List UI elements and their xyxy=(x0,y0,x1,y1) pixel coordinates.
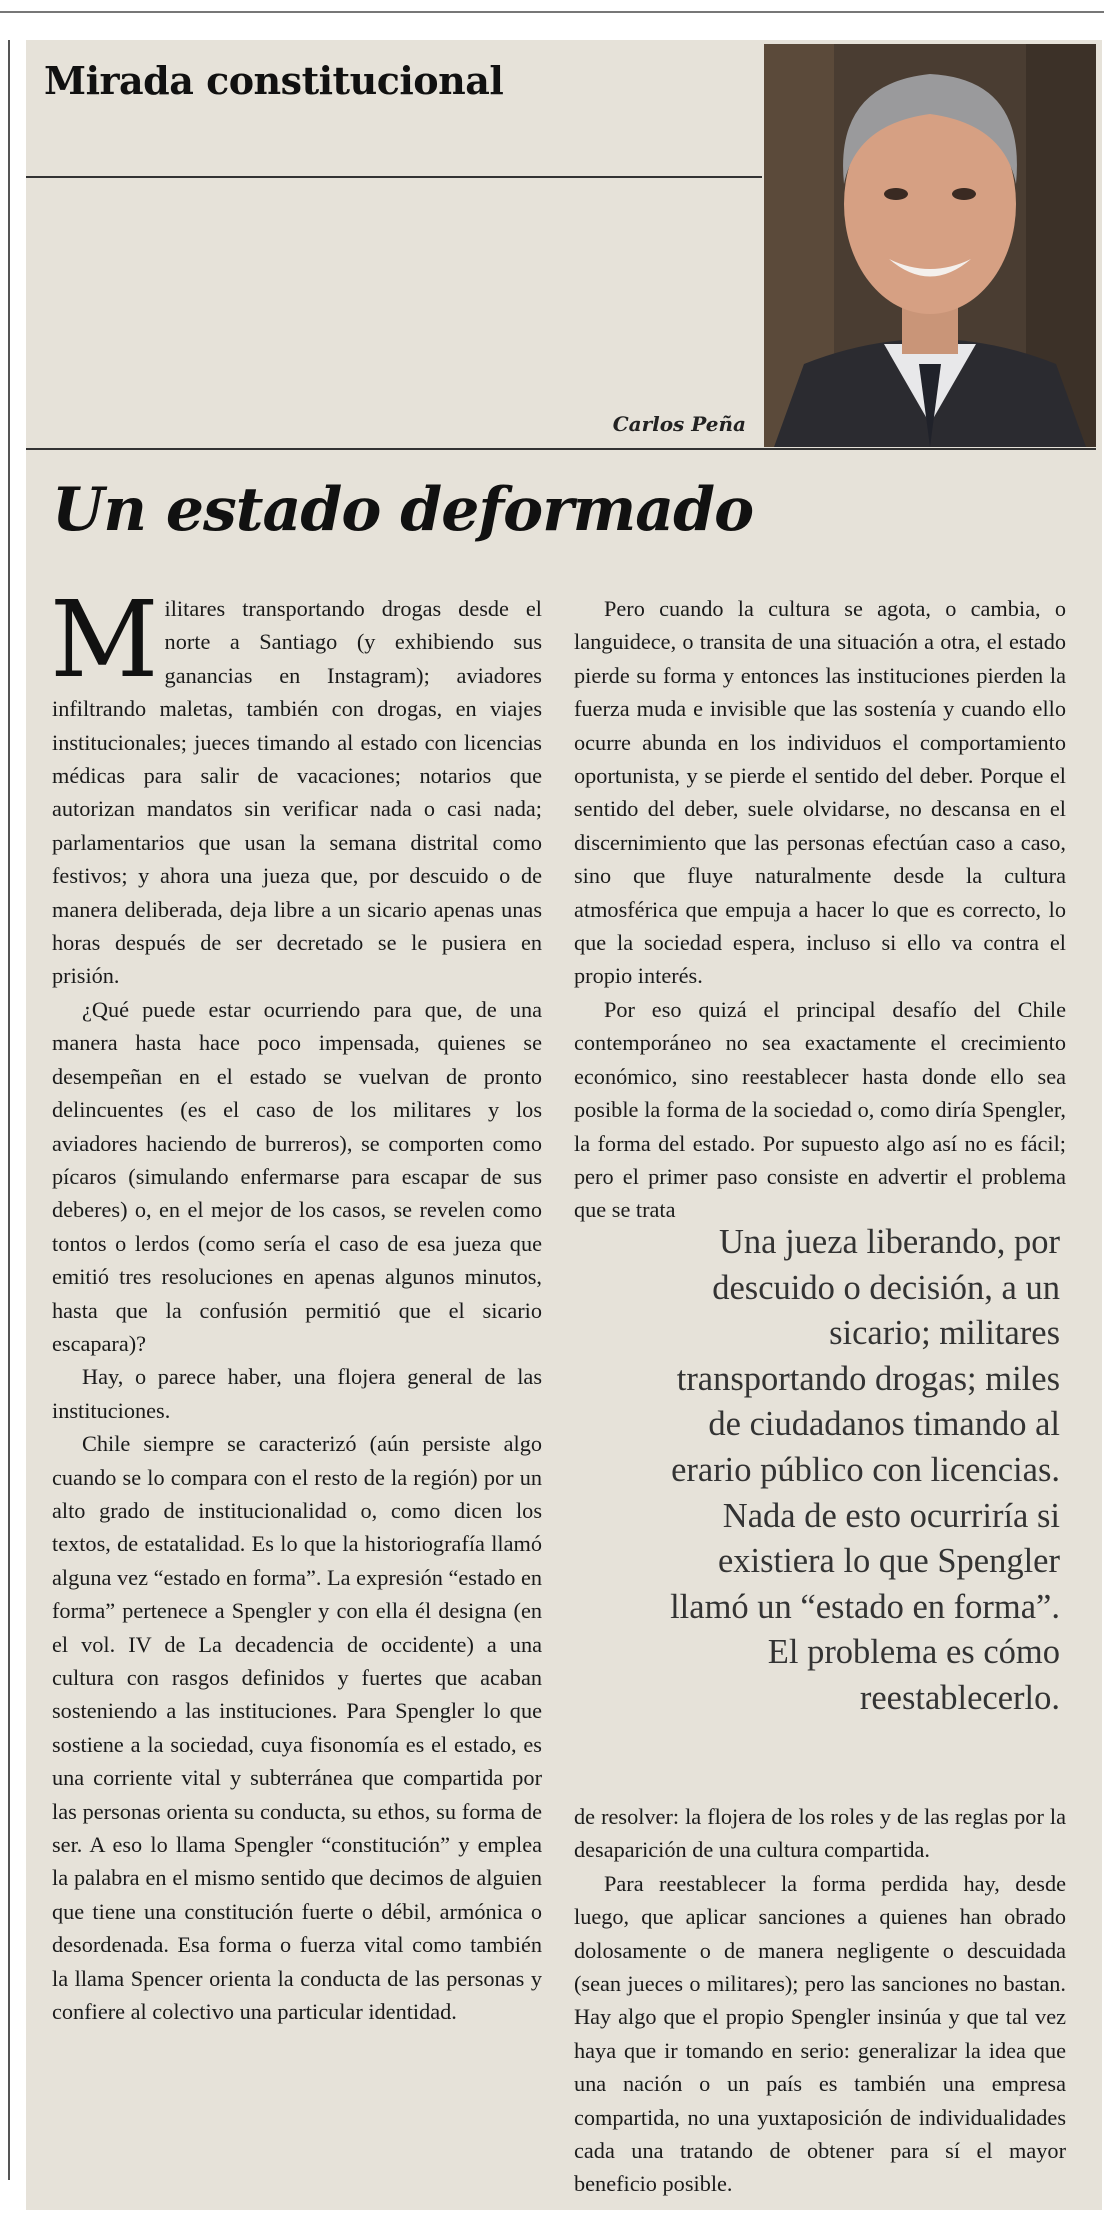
article-paragraph: Pero cuando la cultura se agota, o cambia, o languidece, o transita de una situación a otra, el estado pierde su forma y entonces las instituciones pierden la fuerza muda e invisible que las sostenía y cuando ello ocurre abunda en los individuos el comportamiento oportunista, y se pierde el sentido del deber. Porque el sentido del deber, suele olvidarse, no descansa en el discernimiento que las personas efectúan caso a caso, sino que fluye naturalmente desde la cultura atmosférica que empuja a hacer lo que es correcto, lo que la sociedad espera, incluso si ello va contra el propio interés. xyxy=(574,596,1066,989)
section-rule xyxy=(26,176,762,178)
article-column-left xyxy=(50,578,542,2028)
article-paragraph: Por eso quizá el principal desafío del Chile contemporáneo no sea exactamente el crecimiento económico, sino reestablecer hasta donde ello sea posible la forma de la sociedad o, como diría Spengler, la forma del estado. Por supuesto algo así no es fácil; pero el primer paso consiste en advertir el problema que se trata xyxy=(574,996,1066,1223)
article-paragraph: Chile siempre se caracterizó (aún persiste algo cuando se lo compara con el resto de la región) por un alto grado de institucionalidad o, como dicen los textos, de estatalidad. Es lo que la historiografía llamó alguna vez “estado en forma”. La expresión “estado en forma” pertenece a Spengler y con ella él designa (en el vol. IV de La decadencia de occidente) a una cultura con rasgos definidos y fuertes que acaban sosteniendo a las instituciones. Para Spengler lo que sostiene a la sociedad, cuya fisonomía es el estado, es una corriente vital y subterránea que compartida por las personas orienta su conducta, su ethos, su forma de ser. A eso lo llama Spengler “constitución” y emplea la palabra en el mismo sentido que decimos de alguien que tiene una constitución fuerte o débil, armónica o desordenada. Esa forma o fuerza vital como también la llama Spencer orienta la conducta de las personas y confiere al colectivo una particular identidad. xyxy=(52,1431,542,2025)
author-photo xyxy=(764,44,1096,447)
pull-quote: Una jueza liberando, por descuido o decisión, a un sicario; militares transportando drogas; miles de ciudadanos timando al erario público con licencias. Nada de esto ocurriría si existiera lo que Spengler llamó un “estado en forma”. El problema es cómo reestablecerlo. xyxy=(670,1223,1060,1717)
article-paragraph: Para reestablecer la forma perdida hay, desde luego, que aplicar sanciones a quienes han obrado dolosamente o de manera negligente o descuidada (sean jueces o militares); pero las sanciones no bastan. Hay algo que el propio Spengler insinúa y que tal vez haya que ir tomando en serio: generalizar la idea que una nación o un país es también una empresa compartida, no una yuxtaposición de individualidades cada una tratando de obtener para sí el mayor beneficio posible. xyxy=(574,1870,1066,2197)
byline-rule xyxy=(26,448,1096,450)
article-paragraph xyxy=(50,578,542,993)
author-portrait-icon xyxy=(764,44,1096,447)
section-label: Mirada constitucional xyxy=(44,58,504,103)
author-byline: Carlos Peña xyxy=(612,412,746,436)
left-margin-rule xyxy=(8,40,10,2180)
article-column-right-bottom xyxy=(574,1800,1066,2201)
article-column-right-top xyxy=(574,592,1066,1227)
top-rule xyxy=(0,0,1104,13)
article-headline: Un estado deformado xyxy=(52,475,754,545)
article-paragraph: ¿Qué puede estar ocurriendo para que, de una manera hasta hace poco impensada, quienes se desempeñan en el estado se vuelvan de pronto delincuentes (es el caso de los militares y los aviadores haciendo de burreros), se comporten como pícaros (simulando enfermarse para escapar de sus deberes) o, en el mejor de los casos, se revelen como tontos o lerdos (como sería el caso de esa jueza que emitió tres resoluciones en apenas algunos minutos, hasta que la confusión permitió que el sicario escapara)? xyxy=(52,996,542,1356)
paragraph-text: ilitares transportando drogas desde el norte a Santiago (y exhibiendo sus ganancias en Instagram); aviadores infiltrando maletas, también con drogas, en viajes institucionales; jueces timando al estado con licencias médicas para salir de vacaciones; notarios que autorizan mandatos sin verificar nada o casi nada; parlamentarios que usan la semana distrital como festivos; y ahora una jueza que, por descuido o de manera deliberada, deja libre a un sicario apenas unas horas después de ser decretado se le pusiera en prisión. xyxy=(52,596,542,989)
drop-cap: M xyxy=(50,578,159,701)
article-paragraph: Hay, o parece haber, una flojera general de las instituciones. xyxy=(52,1364,542,1423)
article-paragraph: de resolver: la flojera de los roles y de las reglas por la desaparición de una cultura compartida. xyxy=(574,1804,1066,1863)
